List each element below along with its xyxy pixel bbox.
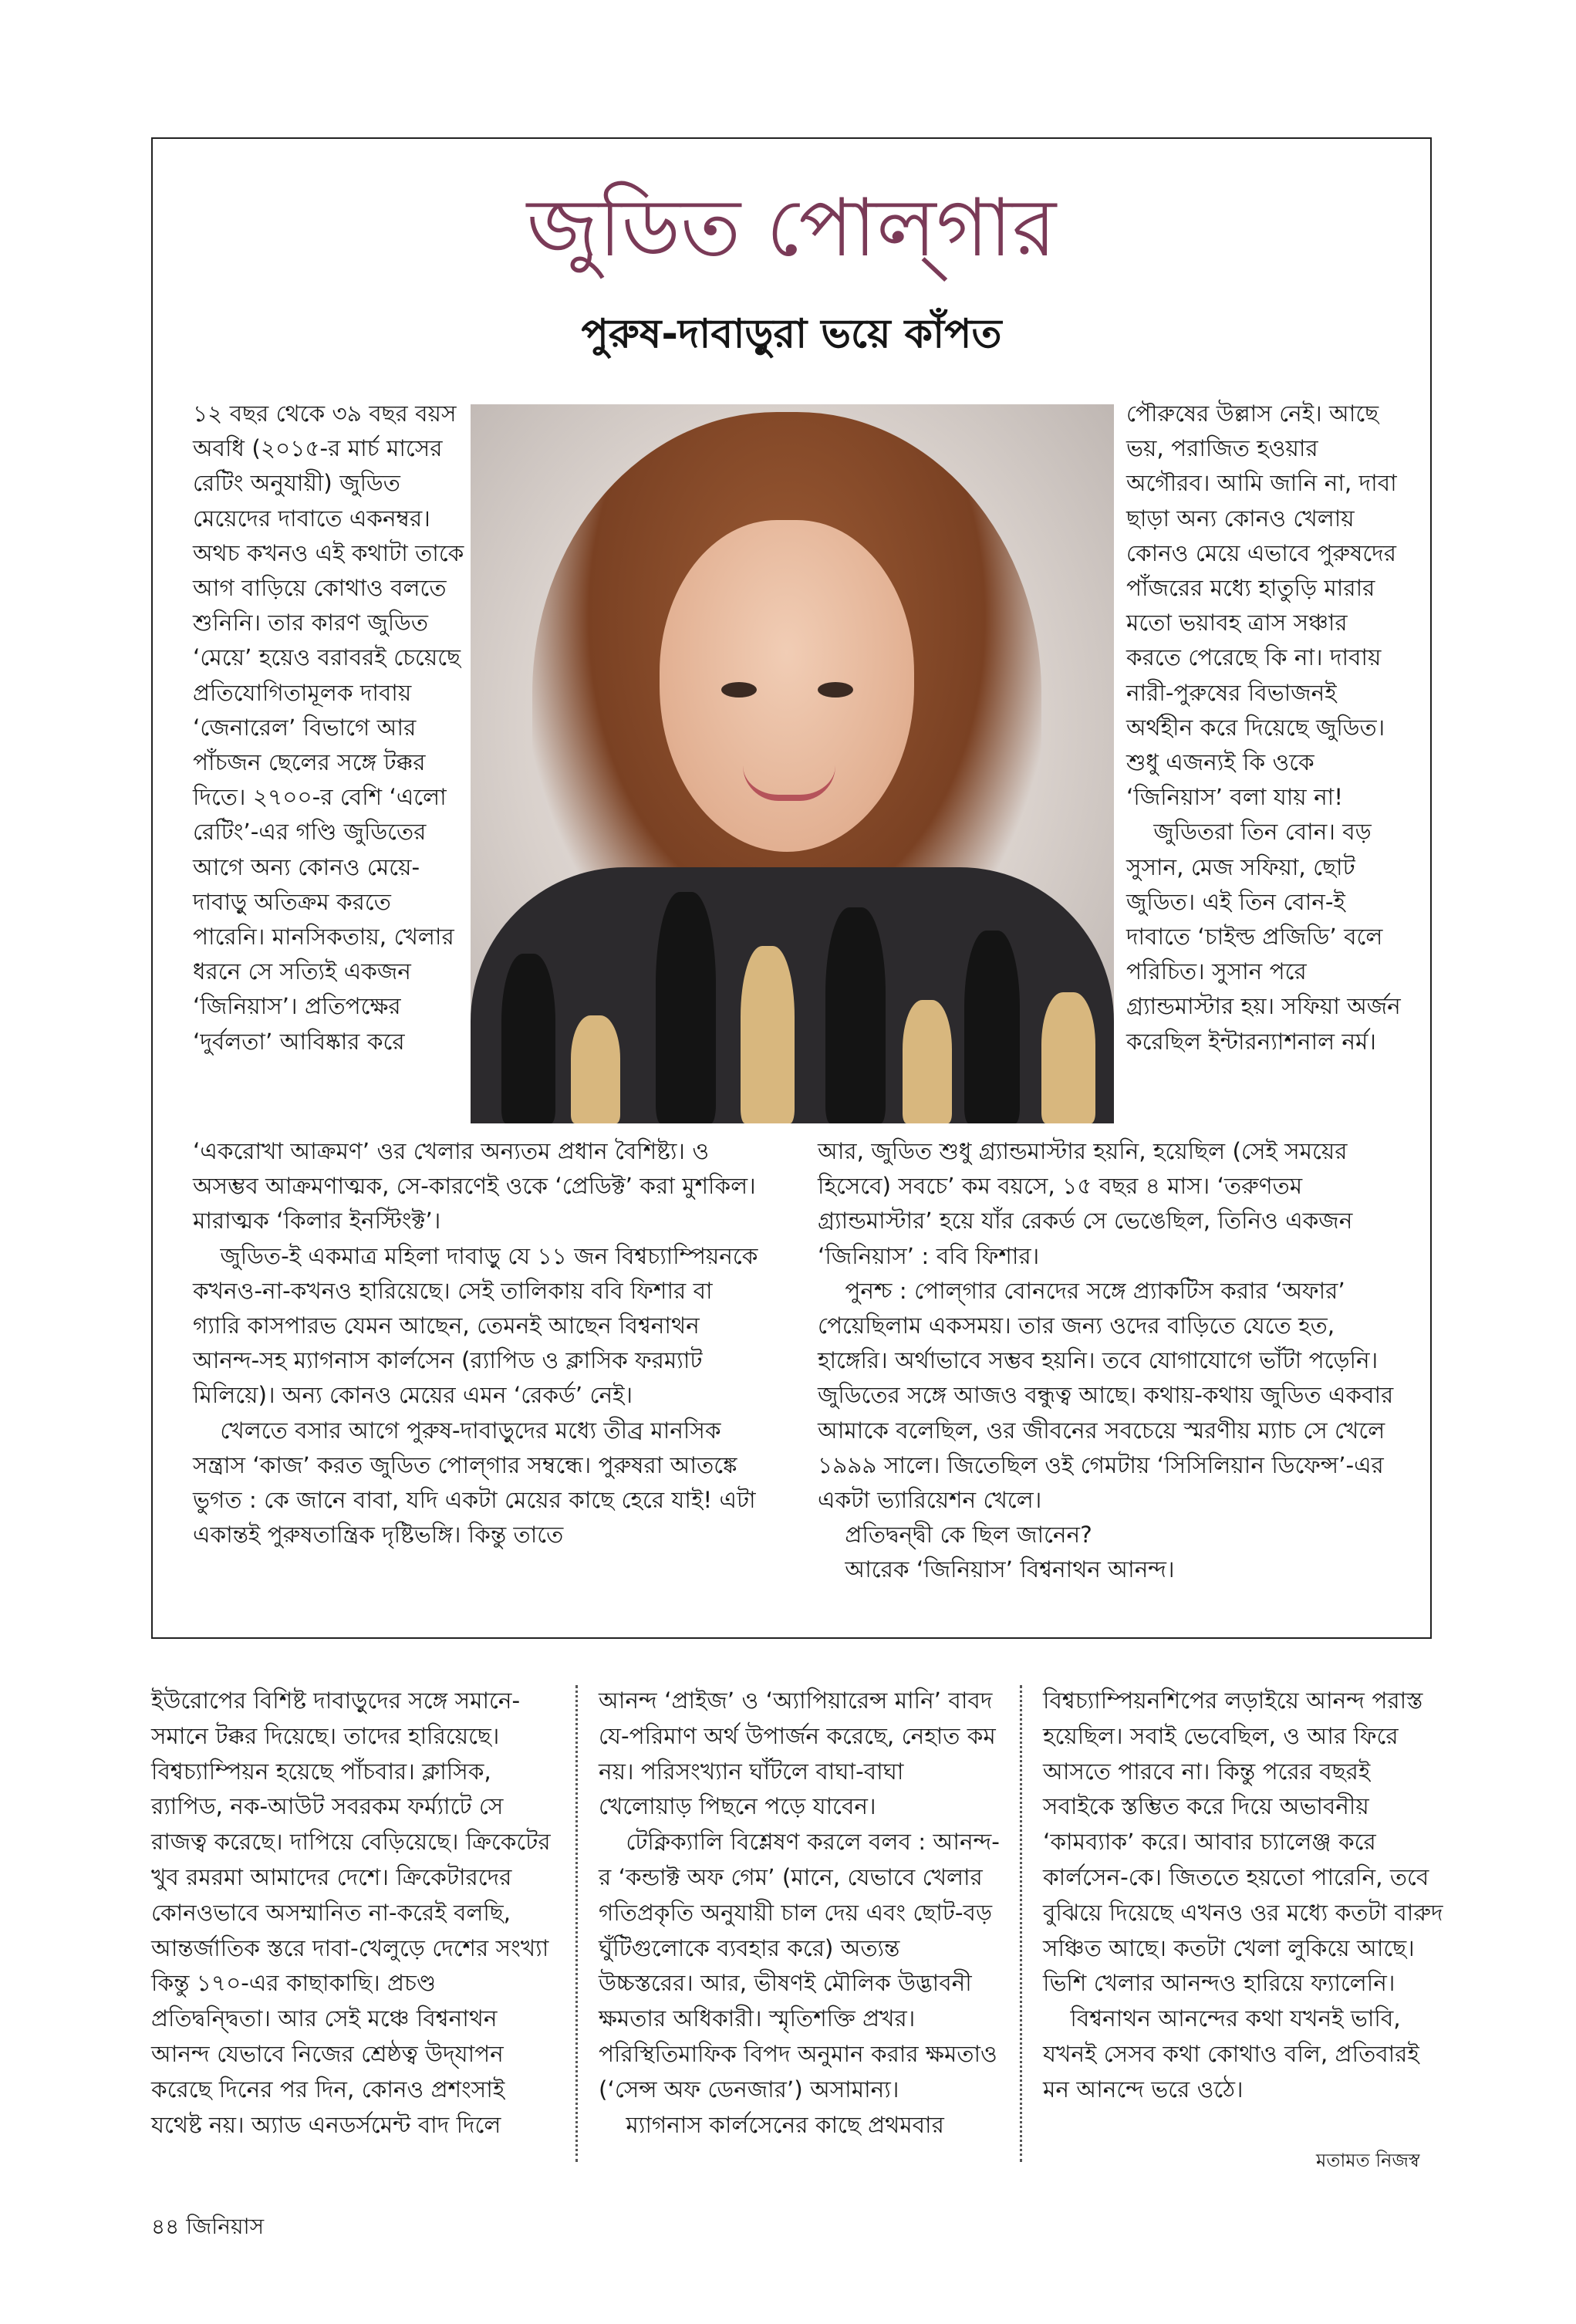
- bottom-column-2: [599, 1684, 1000, 2143]
- chess-piece-white: [903, 1000, 952, 1123]
- page-folio: ৪৪ জিনিয়াস: [151, 2214, 265, 2239]
- paragraph: বিশ্বচ্যাম্পিয়নশিপের লড়াইয়ে আনন্দ পরাস্ত হয়েছিল। সবাই ভেবেছিল, ও আর ফিরে আসতে পারবে না। কিন্তু পরের বছরই সবাইকে স্তম্ভিত করে দিয়ে অভাবনীয় ‘কামব্যাক’ করে। আবার চ্যালেঞ্জ করে কার্লসেন-কে। জিততে হয়তো পারেনি, তবে বুঝিয়ে দিয়েছে এখনও ওর মধ্যে কতটা বারুদ সঞ্চিত আছে। কতটা খেলা লুকিয়ে আছে। ভিশি খেলার আনন্দও হারিয়ে ফ্যালেনি।: [1043, 1687, 1443, 1997]
- chess-piece-black: [656, 892, 716, 1123]
- chess-piece-black: [825, 907, 886, 1123]
- paragraph: আনন্দ ‘প্রাইজ’ ও ‘অ্যাপিয়ারেন্স মানি’ বাবদ যে-পরিমাণ অর্থ উপার্জন করেছে, নেহাত কম নয়। পরিসংখ্যান ঘাঁটলে বাঘা-বাঘা খেলোয়াড় পিছনে পড়ে যাবেন।: [599, 1687, 996, 1820]
- chess-piece-white: [1041, 992, 1095, 1123]
- column-divider: [575, 1685, 578, 2162]
- photo-smile: [743, 765, 835, 801]
- paragraph: পৌরুষের উল্লাস নেই। আছে ভয়, পরাজিত হওয়ার অগৌরব। আমি জানি না, দাবা ছাড়া অন্য কোনও খেলায় কোনও মেয়ে এভাবে পুরুষদের পাঁজরের মধ্যে হাতুড়ি মারার মতো ভয়াবহ ত্রাস সঞ্চার করতে পেরেছে কি না। দাবায় নারী-পুরুষের বিভাজনই অর্থহীন করে দিয়েছে জুডিত। শুধু এজন্যই কি ওকে ‘জিনিয়াস’ বলা যায় না!: [1126, 400, 1397, 811]
- paragraph: ‘একরোখা আক্রমণ’ ওর খেলার অন্যতম প্রধান বৈশিষ্ট্য। ও অসম্ভব আক্রমণাত্মক, সে-কারণেই ওকে ‘প্রেডিক্ট’ করা মুশকিল। মারাত্মক ‘কিলার ইনস্টিংক্ট’।: [193, 1138, 756, 1235]
- paragraph: জুডিত-ই একমাত্র মহিলা দাবাড়ু যে ১১ জন বিশ্বচ্যাম্পিয়নকে কখনও-না-কখনও হারিয়েছে। সেই তালিকায় ববি ফিশার বা গ্যারি কাসপারভ যেমন আছেন, তেমনই আছেন বিশ্বনাথন আনন্দ-সহ ম্যাগনাস কার্লসেন (র‍্যাপিড ও ক্লাসিক ফরম্যাট মিলিয়ে)। অন্য কোনও মেয়ের এমন ‘রেকর্ড’ নেই।: [193, 1242, 758, 1409]
- chess-piece-white: [741, 946, 795, 1123]
- column-lower-right: [818, 1134, 1404, 1588]
- article-title: জুডিত পোল্‌গার: [526, 181, 1057, 275]
- chess-piece-white: [571, 1015, 620, 1123]
- byline: মতামত নিজস্ব: [1316, 2150, 1420, 2171]
- paragraph: জুডিতরা তিন বোন। বড় সুসান, মেজ সফিয়া, ছোট জুডিত। এই তিন বোন-ই দাবাতে ‘চাইল্ড প্রজিডি’ বলে পরিচিত। সুসান পরে গ্র্যান্ডমাস্টার হয়। সফিয়া অর্জন করেছিল ইন্টারন্যাশনাল নর্ম।: [1126, 819, 1401, 1055]
- paragraph: বিশ্বনাথন আনন্দের কথা যখনই ভাবি, যখনই সেসব কথা কোথাও বলি, প্রতিবারই মন আনন্দে ভরে ওঠে।: [1043, 2005, 1419, 2103]
- chess-piece-black: [964, 931, 1020, 1123]
- paragraph: প্রতিদ্বন্দ্বী কে ছিল জানেন?: [845, 1522, 1092, 1549]
- article-subtitle: পুরুষ-দাবাড়ুরা ভয়ে কাঁপত: [581, 311, 1002, 357]
- column-lower-left: [193, 1134, 764, 1552]
- photo-eye: [721, 682, 757, 698]
- chess-piece-black: [501, 954, 555, 1123]
- paragraph: খেলতে বসার আগে পুরুষ-দাবাড়ুদের মধ্যে তীব্র মানসিক সন্ত্রাস ‘কাজ’ করত জুডিত পোল্‌গার সম্বন্ধে। পুরুষরা আতঙ্কে ভুগত : কে জানে বাবা, যদি একটা মেয়ের কাছে হেরে যাই! এটা একান্তই পুরুষতান্ত্রিক দৃষ্টিভঙ্গি। কিন্তু তাতে: [193, 1417, 756, 1549]
- photo-face: [660, 520, 914, 852]
- photo-eye: [818, 682, 853, 698]
- portrait-photo: [471, 404, 1114, 1123]
- paragraph: আর, জুডিত শুধু গ্র্যান্ডমাস্টার হয়নি, হয়েছিল (সেই সময়ের হিসেবে) সবচে’ কম বয়সে, ১৫ বছর ৪ মাস। ‘তরুণতম গ্র্যান্ডমাস্টার’ হয়ে যাঁর রেকর্ড সে ভেঙেছিল, তিনিও একজন ‘জিনিয়াস’ : ববি ফিশার।: [818, 1138, 1353, 1269]
- paragraph: ১২ বছর থেকে ৩৯ বছর বয়স অবধি (২০১৫-র মার্চ মাসের রেটিং অনুযায়ী) জুডিত মেয়েদের দাবাতে একনম্বর। অথচ কখনও এই কথাটা তাকে আগ বাড়িয়ে কোথাও বলতে শুনিনি। তার কারণ জুডিত ‘মেয়ে’ হয়েও বরাবরই চেয়েছে প্রতিযোগিতামূলক দাবায় ‘জেনারেল’ বিভাগে আর পাঁচজন ছেলের সঙ্গে টক্কর দিতে। ২৭০০-র বেশি ‘এলো রেটিং’-এর গণ্ডি জুডিতের আগে অন্য কোনও মেয়ে-দাবাড়ু অতিক্রম করতে পারেনি। মানসিকতায়, খেলার ধরনে সে সত্যিই একজন ‘জিনিয়াস’। প্রতিপক্ষের ‘দুর্বলতা’ আবিষ্কার করে: [193, 400, 464, 1055]
- paragraph: টেক্নিক্যালি বিশ্লেষণ করলে বলব : আনন্দ-র ‘কন্ডাক্ট অফ গেম’ (মানে, যেভাবে খেলার গতিপ্রকৃতি অনুযায়ী চাল দেয় এবং ছোট-বড় ঘুঁটিগুলোকে ব্যবহার করে) অত্যন্ত উচ্চস্তরের। আর, ভীষণই মৌলিক উদ্ভাবনী ক্ষমতার অধিকারী। স্মৃতিশক্তি প্রখর। পরিস্থিতিমাফিক বিপদ অনুমান করার ক্ষমতাও (‘সেন্স অফ ডেনজার’) অসামান্য।: [599, 1829, 1000, 2103]
- bottom-column-1: [151, 1684, 552, 2143]
- paragraph: ইউরোপের বিশিষ্ট দাবাড়ুদের সঙ্গে সমানে-সমানে টক্কর দিয়েছে। তাদের হারিয়েছে। বিশ্বচ্যাম্পিয়ন হয়েছে পাঁচবার। ক্লাসিক, র‍্যাপিড, নক-আউট সবরকম ফর্ম্যাটে সে রাজত্ব করেছে। দাপিয়ে বেড়িয়েছে। ক্রিকেটের খুব রমরমা আমাদের দেশে। ক্রিকেটারদের কোনওভাবে অসম্মানিত না-করেই বলছি, আন্তর্জাতিক স্তরে দাবা-খেলুড়ে দেশের সংখ্যা কিন্তু ১৭০-এর কাছাকাছি। প্রচণ্ড প্রতিদ্বন্দ্বিতা। আর সেই মঞ্চে বিশ্বনাথন আনন্দ যেভাবে নিজের শ্রেষ্ঠত্ব উদ্‌যাপন করেছে দিনের পর দিন, কোনও প্রশংসাই যথেষ্ট নয়। অ্যাড এনডর্সমেন্ট বাদ দিলে: [151, 1687, 551, 2138]
- column-right: [1126, 397, 1404, 1059]
- paragraph: পুনশ্চ : পোল্‌গার বোনদের সঙ্গে প্র্যাকটিস করার ‘অফার’ পেয়েছিলাম একসময়। তার জন্য ওদের বাড়িতে যেতে হত, হাঙ্গেরি। অর্থাভাবে সম্ভব হয়নি। তবে যোগাযোগে ভাঁটা পড়েনি। জুডিতের সঙ্গে আজও বন্ধুত্ব আছে। কথায়-কথায় জুডিত একবার আমাকে বলেছিল, ওর জীবনের সবচেয়ে স্মরণীয় ম্যাচ সে খেলে ১৯৯৯ সালে। জিতেছিল ওই গেমটায় ‘সিসিলিয়ান ডিফেন্স’-এর একটা ভ্যারিয়েশন খেলে।: [818, 1277, 1394, 1514]
- bottom-column-3: [1043, 1684, 1444, 2108]
- column-left: [193, 397, 464, 1059]
- paragraph: ম্যাগনাস কার্লসেনের কাছে প্রথমবার: [626, 2111, 944, 2138]
- article-box: [151, 137, 1432, 1639]
- paragraph: আরেক ‘জিনিয়াস’ বিশ্বনাথন আনন্দ।: [845, 1556, 1175, 1583]
- column-divider: [1020, 1685, 1022, 2162]
